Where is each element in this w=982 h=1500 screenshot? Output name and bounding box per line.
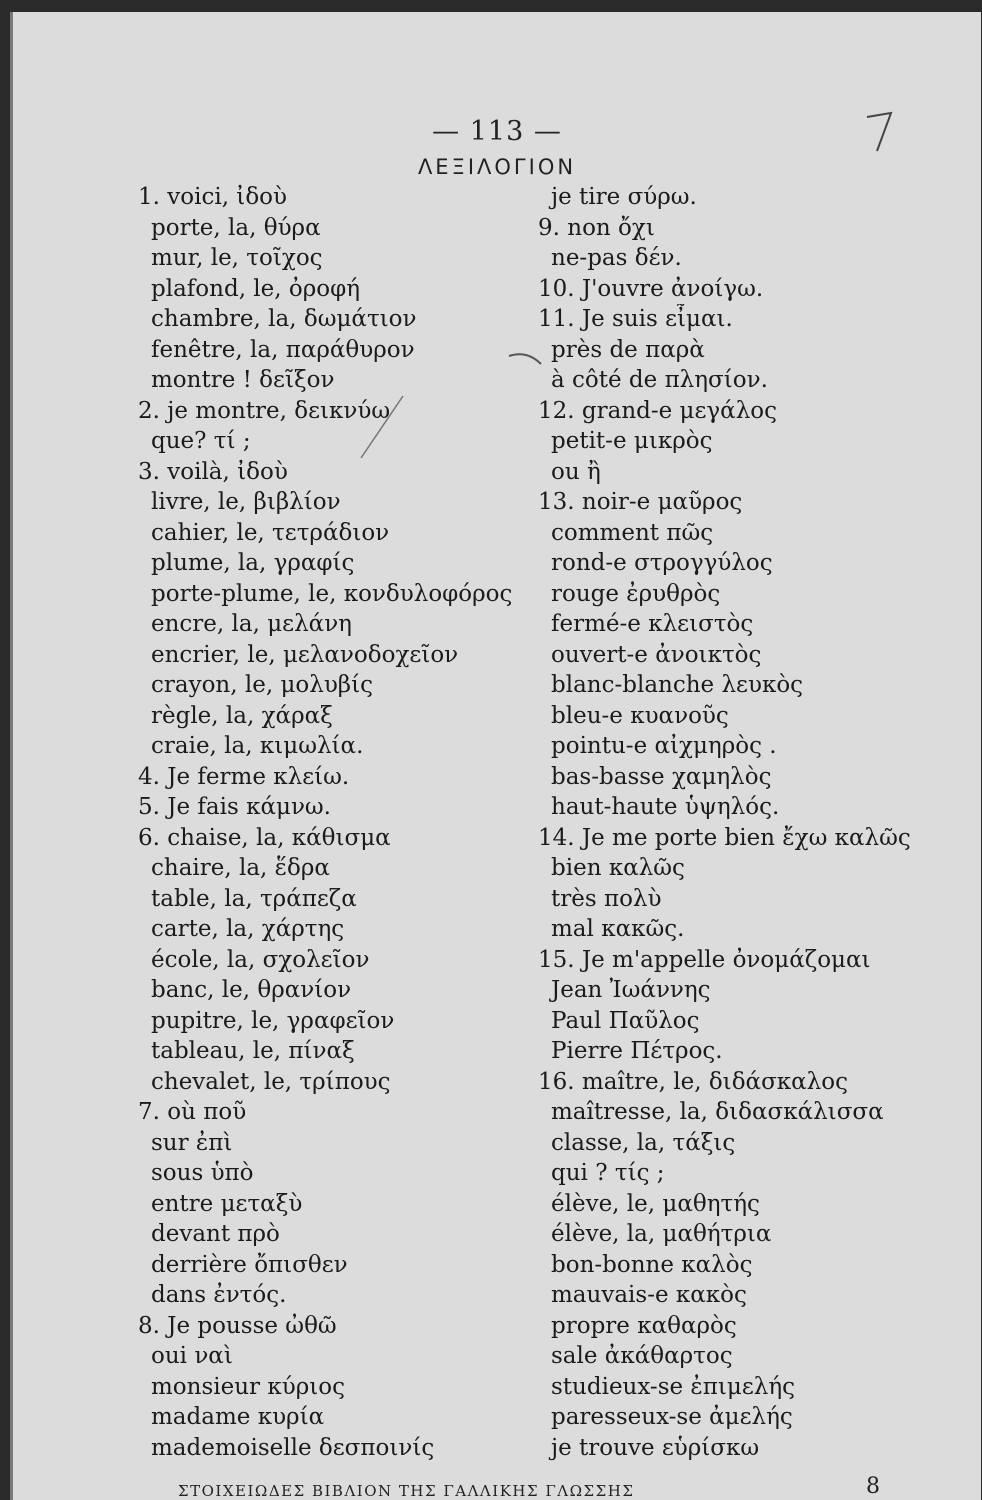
vocab-entry: sale ἀκάθαρτος xyxy=(551,1343,733,1369)
vocab-entry: bleu-e κυανοῦς xyxy=(551,702,729,729)
vocab-entry: carte, la, χάρτης xyxy=(151,916,345,942)
vocab-entry: 4. Je ferme κλείω. xyxy=(138,763,350,790)
vocab-entry: ouvert-e ἀνοικτὸς xyxy=(551,641,762,668)
vocab-entry: 16. maître, le, διδάσκαλος xyxy=(538,1068,848,1095)
vocab-entry: crayon, le, μολυβίς xyxy=(151,672,374,698)
vocab-entry: mur, le, τοῖχος xyxy=(151,245,323,271)
vocab-entry: derrière ὄπισθεν xyxy=(151,1251,348,1278)
vocab-entry: 6. chaise, la, κάθισμα xyxy=(138,824,391,851)
vocab-entry: que? τί ; xyxy=(151,428,251,454)
book-title-footer: ΣΤΟΙΧΕΙΩΔΕΣ ΒΙΒΛΙΟΝ ΤΗΣ ΓΑΛΛΙΚΗΣ ΓΛΩΣΣΗΣ xyxy=(178,1482,635,1500)
vocab-entry: pointu-e αἰχμηρὸς . xyxy=(551,733,777,759)
vocab-entry: sur ἐπὶ xyxy=(151,1129,233,1156)
vocab-entry: 10. J'ouvre ἀνοίγω. xyxy=(538,275,764,302)
vocab-entry: école, la, σχολεῖον xyxy=(151,946,370,973)
vocab-entry: bien καλῶς xyxy=(551,855,685,881)
vocab-entry: Jean Ἰωάννης xyxy=(551,977,711,1003)
vocab-entry: encre, la, μελάνη xyxy=(151,611,352,637)
vocab-entry: Paul Παῦλος xyxy=(551,1007,700,1034)
book-page xyxy=(10,12,981,1500)
vocab-entry: qui ? τίς ; xyxy=(551,1160,665,1186)
vocab-entry: 13. noir-e μαῦρος xyxy=(538,489,743,515)
vocabulary-heading: ΛΕΞΙΛΟΓΙΟΝ xyxy=(417,155,577,179)
vocabulary-left-column xyxy=(138,182,538,1463)
vocab-entry: montre ! δεῖξον xyxy=(151,367,335,393)
vocab-entry: mal κακῶς. xyxy=(551,916,685,942)
vocab-entry: 9. non ὄχι xyxy=(538,214,655,241)
vocab-entry: porte-plume, le, κονδυλοφόρος xyxy=(151,580,513,607)
vocab-entry: banc, le, θρανίον xyxy=(151,977,352,1003)
vocab-entry: haut-haute ὑψηλός. xyxy=(551,794,780,820)
vocab-entry: ou ἢ xyxy=(551,458,601,485)
vocab-entry: entre μεταξὺ xyxy=(151,1190,303,1217)
vocab-entry: livre, le, βιβλίον xyxy=(151,489,341,515)
vocab-entry: bon-bonne καλὸς xyxy=(551,1251,753,1278)
vocab-entry: très πολὺ xyxy=(551,885,662,912)
vocab-entry: élève, la, μαθήτρια xyxy=(551,1221,772,1247)
vocab-entry: dans ἐντός. xyxy=(151,1282,287,1308)
vocab-entry: tableau, le, πίναξ xyxy=(151,1038,355,1064)
vocab-entry: comment πῶς xyxy=(551,519,714,546)
vocab-entry: ne-pas δέν. xyxy=(551,245,682,271)
vocab-entry: à côté de πλησίον. xyxy=(551,367,768,393)
vocab-entry: près de παρὰ xyxy=(551,336,705,363)
vocab-entry: plafond, le, ὀροφή xyxy=(151,275,360,302)
vocab-entry: chevalet, le, τρίπους xyxy=(151,1068,391,1095)
vocab-entry: pupitre, le, γραφεῖον xyxy=(151,1007,395,1034)
vocab-entry: mauvais-e κακὸς xyxy=(551,1282,747,1308)
vocab-entry: 7. où ποῦ xyxy=(138,1099,247,1125)
vocab-entry: 8. Je pousse ὠθῶ xyxy=(138,1312,337,1339)
vocab-entry: classe, la, τάξις xyxy=(551,1129,736,1156)
vocab-entry: studieux-se ἐπιμελής xyxy=(551,1373,796,1400)
vocab-entry: Pierre Πέτρος. xyxy=(551,1038,723,1064)
vocab-entry: 1. voici, ἰδοὺ xyxy=(138,184,288,210)
vocab-entry: sous ὑπὸ xyxy=(151,1160,254,1186)
signature-mark: 8 xyxy=(866,1474,880,1499)
vocab-entry: rouge ἐρυθρὸς xyxy=(551,580,721,607)
vocab-entry: maîtresse, la, διδασκάλισσα xyxy=(551,1099,884,1125)
vocab-entry: 5. Je fais κάμνω. xyxy=(138,794,331,820)
vocab-entry: 3. voilà, ἰδοὺ xyxy=(138,458,288,485)
vocabulary-right-column xyxy=(538,182,978,1463)
vocab-entry: madame κυρία xyxy=(151,1404,325,1430)
vocab-entry: porte, la, θύρα xyxy=(151,214,321,241)
vocab-entry: rond-e στρογγύλος xyxy=(551,550,773,576)
vocab-entry: devant πρὸ xyxy=(151,1221,280,1247)
vocab-entry: je trouve εὑρίσκω xyxy=(551,1434,760,1461)
vocab-entry: je tire σύρω. xyxy=(551,184,697,210)
vocab-entry: plume, la, γραφίς xyxy=(151,550,355,576)
vocab-entry: propre καθαρὸς xyxy=(551,1312,737,1339)
vocab-entry: fenêtre, la, παράθυρον xyxy=(151,336,415,363)
vocab-entry: petit-e μικρὸς xyxy=(551,428,713,454)
vocab-entry: mademoiselle δεσποινίς xyxy=(151,1434,435,1461)
vocab-entry: bas-basse χαμηλὸς xyxy=(551,763,772,790)
vocab-entry: règle, la, χάραξ xyxy=(151,702,333,729)
vocab-entry: 11. Je suis εἶμαι. xyxy=(538,306,733,332)
page-number: — 113 — xyxy=(432,116,562,147)
vocab-entry: monsieur κύριος xyxy=(151,1373,345,1400)
vocab-entry: encrier, le, μελανοδοχεῖον xyxy=(151,641,459,668)
vocab-entry: craie, la, κιμωλία. xyxy=(151,733,364,759)
vocab-entry: blanc-blanche λευκὸς xyxy=(551,672,804,698)
vocab-entry: paresseux-se ἀμελής xyxy=(551,1404,793,1430)
vocab-entry: chambre, la, δωμάτιον xyxy=(151,306,417,332)
vocab-entry: 14. Je me porte bien ἔχω καλῶς xyxy=(538,824,911,851)
vocab-entry: cahier, le, τετράδιον xyxy=(151,519,390,546)
vocab-entry: chaire, la, ἕδρα xyxy=(151,855,330,881)
vocab-entry: élève, le, μαθητής xyxy=(551,1190,760,1217)
vocab-entry: 2. je montre, δεικνύω xyxy=(138,397,391,424)
vocab-entry: 12. grand-e μεγάλος xyxy=(538,397,777,424)
vocab-entry: table, la, τράπεζα xyxy=(151,885,357,912)
vocab-entry: oui ναὶ xyxy=(151,1343,233,1369)
vocab-entry: 15. Je m'appelle ὀνομάζομαι xyxy=(538,946,871,973)
vocab-entry: fermé-e κλειστὸς xyxy=(551,611,754,637)
